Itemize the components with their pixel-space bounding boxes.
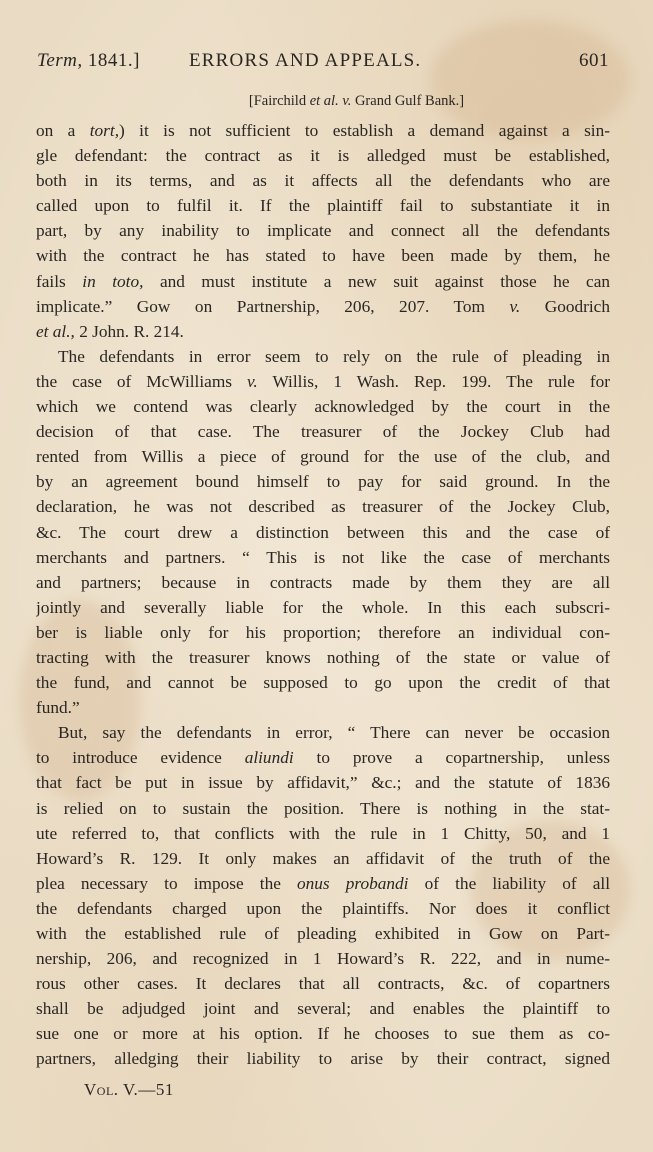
text-run: The defendants in error seem to rely on the rule of pleading in: [58, 346, 610, 366]
text-line: [36, 344, 610, 369]
text-run: of the liability of all: [408, 873, 610, 893]
text-run: declaration, he was not described as treasurer of the Jockey Club,: [36, 497, 610, 517]
text-run: with the established rule of pleading exhibited in Gow on Part-: [36, 924, 610, 943]
text-line: [36, 921, 610, 946]
text-line: [36, 946, 610, 971]
text-run: which we contend was clearly acknowledged by the court in the: [36, 397, 610, 417]
text-line: [36, 871, 610, 896]
header-title: ERRORS AND APPEALS.: [189, 50, 422, 71]
text-run: &c. The court drew a distinction between this and the case of: [36, 522, 610, 542]
text-line: [36, 394, 610, 419]
text-line: [36, 545, 610, 570]
text-line: [36, 1021, 610, 1046]
header-term-year: 1841.]: [82, 50, 140, 71]
text-run: that fact be put in issue by affidavit,” &c.; and the statute of 1836: [36, 773, 610, 793]
text-run: rented from Willis a piece of ground for the use of the club, and: [36, 447, 610, 467]
text-run: ) it is not sufficient to establish a demand against a sin-: [119, 121, 610, 140]
text-line: [36, 243, 610, 268]
text-run: tracting with the treasurer knows nothing of the state or value of: [36, 647, 610, 667]
running-header: [37, 50, 609, 78]
text-line: [36, 971, 610, 996]
italic-run: aliundi: [244, 748, 294, 768]
text-run: the fund, and cannot be supposed to go upon the credit of that: [36, 673, 610, 693]
text-run: nership, 206, and recognized in 1 Howard’s R. 222, and in nume-: [36, 949, 610, 969]
text-line: [36, 520, 610, 545]
footer-volume: Vol. V.: [84, 1080, 139, 1099]
text-line: [36, 595, 610, 620]
page-number: 601: [579, 50, 609, 71]
text-run: 2 John. R. 214.: [74, 321, 184, 341]
signature-footer: [84, 1080, 174, 1100]
text-run: called upon to fulfil it. If the plaintiff fail to substantiate it in: [36, 196, 610, 216]
caption-versus: v.: [338, 93, 355, 109]
caption-open: [Fairchild: [248, 93, 310, 109]
text-run: the case of McWilliams: [36, 371, 248, 391]
italic-run: et al.,: [36, 321, 75, 341]
text-line: [36, 645, 610, 670]
text-line: [36, 118, 610, 143]
text-line: [36, 193, 610, 218]
case-caption: [0, 93, 653, 110]
text-run: Willis, 1 Wash. Rep. 199. The rule for: [257, 371, 610, 391]
text-line: [36, 494, 610, 519]
text-run: the defendants charged upon the plaintiffs. Nor does it conflict: [36, 898, 610, 918]
text-line: [36, 419, 610, 444]
text-line: [36, 143, 610, 168]
text-run: rous other cases. It declares that all contracts, &c. of copartners: [36, 974, 610, 994]
footer-signature: —51: [138, 1080, 174, 1099]
text-line: [36, 570, 610, 595]
text-run: part, by any inability to implicate and connect all the defendants: [36, 221, 610, 241]
text-run: Howard’s R. 129. It only makes an affidavit of the truth of the: [36, 848, 610, 868]
text-run: But, say the defendants in error, “ There can never be occasion: [58, 723, 610, 743]
text-run: fund.”: [36, 698, 80, 718]
text-run: on a: [36, 121, 90, 140]
text-run: ute referred to, that conflicts with the rule in 1 Chitty, 50, and 1: [36, 823, 610, 843]
italic-run: v.: [247, 371, 258, 391]
text-line: [36, 269, 610, 294]
text-run: partners, alledging their liability to arise by their contract, signed: [36, 1049, 610, 1069]
text-line: [36, 319, 610, 344]
text-line: [36, 369, 610, 394]
text-run: shall be adjudged joint and several; and enables the plaintiff to: [36, 999, 610, 1019]
text-run: merchants and partners. “ This is not like the case of merchants: [36, 547, 610, 567]
body-text: [36, 118, 610, 1072]
text-line: [36, 294, 610, 319]
text-line: [36, 996, 610, 1021]
text-line: [36, 720, 610, 745]
text-line: [36, 896, 610, 921]
text-run: and partners; because in contracts made by them they are all: [36, 572, 610, 592]
text-run: and must institute a new suit against those he can: [143, 271, 610, 291]
text-line: [36, 695, 610, 720]
header-term-italic: Term,: [37, 50, 83, 71]
text-line: [36, 469, 610, 494]
text-line: [36, 821, 610, 846]
text-run: with the contract he has stated to have been made by them, he: [36, 246, 610, 266]
text-line: [36, 796, 610, 821]
text-run: ber is liable only for his proportion; therefore an individual con-: [36, 622, 610, 642]
text-run: gle defendant: the contract as it is alledged must be established,: [36, 146, 610, 166]
text-run: is relied on to sustain the position. There is nothing in the stat-: [36, 798, 610, 818]
text-line: [36, 218, 610, 243]
text-line: [36, 745, 610, 770]
italic-run: tort,: [89, 121, 120, 140]
text-run: fails: [36, 271, 83, 291]
text-run: Goodrich: [520, 296, 610, 316]
text-line: [36, 846, 610, 871]
text-line: [36, 168, 610, 193]
italic-run: v.: [509, 296, 521, 316]
text-run: implicate.” Gow on Partnership, 206, 207. Tom: [36, 296, 510, 316]
text-line: [36, 670, 610, 695]
caption-rest: Grand Gulf Bank.]: [354, 93, 465, 109]
text-line: [36, 620, 610, 645]
text-run: jointly and severally liable for the whole. In this each subscri-: [36, 597, 610, 617]
text-run: decision of that case. The treasurer of the Jockey Club had: [36, 422, 610, 442]
text-run: plea necessary to impose the: [36, 873, 297, 893]
italic-run: in toto,: [82, 271, 144, 291]
italic-run: onus probandi: [297, 873, 409, 893]
text-run: sue one or more at his option. If he chooses to sue them as co-: [36, 1024, 610, 1044]
caption-etal: et al.: [309, 93, 339, 109]
text-run: to introduce evidence: [36, 748, 245, 768]
text-line: [36, 770, 610, 795]
text-line: [36, 1046, 610, 1071]
text-run: both in its terms, and as it affects all the defendants who are: [36, 171, 610, 191]
text-run: by an agreement bound himself to pay for said ground. In the: [36, 472, 610, 492]
text-line: [36, 444, 610, 469]
header-term: [37, 50, 140, 72]
text-run: to prove a copartnership, unless: [293, 748, 610, 768]
